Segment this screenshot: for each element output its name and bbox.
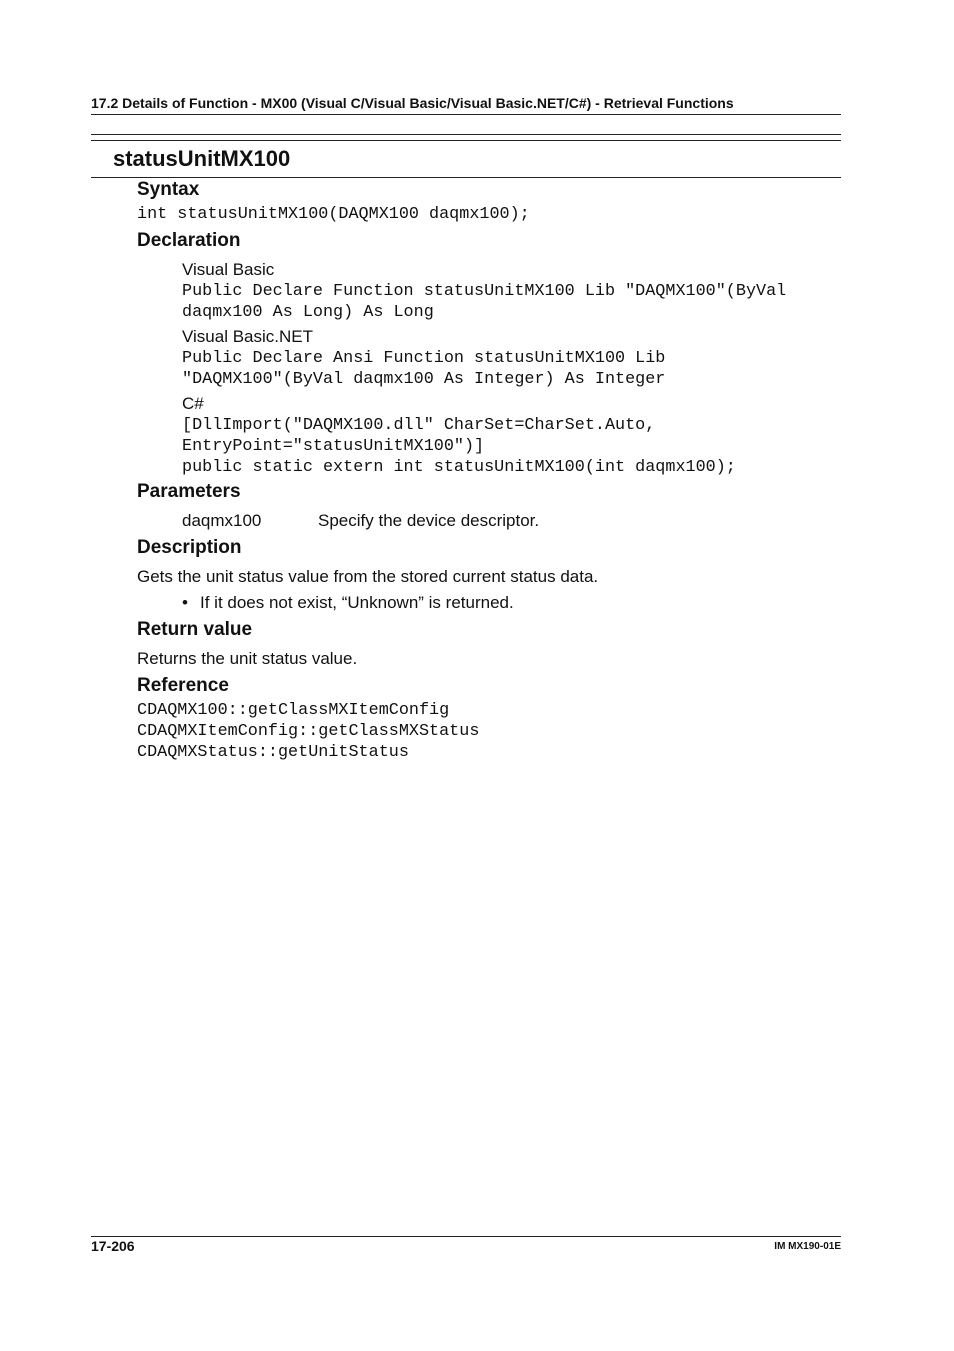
vb-declaration-code: Public Declare Function statusUnitMX100 Lib "DAQMX100"(ByVal daqmx100 As Long) As Long [182, 282, 787, 322]
parameter-description: Specify the device descriptor. [318, 511, 540, 530]
description-bullet [182, 592, 837, 613]
description-heading: Description [137, 537, 242, 558]
parameters-heading: Parameters [137, 481, 241, 502]
syntax-code: int statusUnitMX100(DAQMX100 daqmx100); [137, 205, 530, 224]
footer-rule [91, 1236, 841, 1237]
description-section [137, 536, 837, 613]
syntax-section [137, 178, 837, 225]
function-title: statusUnitMX100 [113, 146, 291, 171]
page-number: 17-206 [91, 1238, 135, 1254]
description-text: Gets the unit status value from the stored current status data. [137, 567, 599, 586]
vb-label: Visual Basic [182, 260, 275, 279]
vbnet-declaration-code: Public Declare Ansi Function statusUnitMX100 Lib "DAQMX100"(ByVal daqmx100 As Integer) As Integer [182, 349, 666, 389]
vbnet-label: Visual Basic.NET [182, 327, 314, 346]
csharp-label: C# [182, 394, 204, 413]
declaration-heading: Declaration [137, 230, 241, 251]
return-value-section [137, 618, 837, 669]
document-id: IM MX190-01E [774, 1241, 841, 1252]
bullet-mark: • [182, 593, 188, 612]
parameter-name: daqmx100 [182, 511, 262, 530]
running-header: 17.2 Details of Function - MX00 (Visual C/Visual Basic/Visual Basic.NET/C#) - Retrieval Functions [91, 95, 734, 111]
syntax-heading: Syntax [137, 179, 200, 200]
declaration-section [137, 229, 837, 478]
function-body [137, 177, 837, 763]
return-value-text: Returns the unit status value. [137, 649, 358, 668]
parameter-row [182, 510, 837, 531]
return-value-heading: Return value [137, 619, 253, 640]
csharp-declaration-code: [DllImport("DAQMX100.dll" CharSet=CharSet.Auto, EntryPoint="statusUnitMX100")] public static extern int statusUnitMX100(int daqmx100); [182, 416, 736, 477]
bullet-text: If it does not exist, “Unknown” is returned. [200, 593, 514, 612]
title-rule-top-inner [91, 140, 841, 141]
title-rule-top [91, 134, 841, 135]
parameters-section [137, 480, 837, 531]
reference-section [137, 674, 837, 763]
reference-code: CDAQMX100::getClassMXItemConfig CDAQMXItemConfig::getClassMXStatus CDAQMXStatus::getUnitStatus [137, 701, 480, 762]
header-rule [91, 114, 841, 115]
reference-heading: Reference [137, 675, 229, 696]
